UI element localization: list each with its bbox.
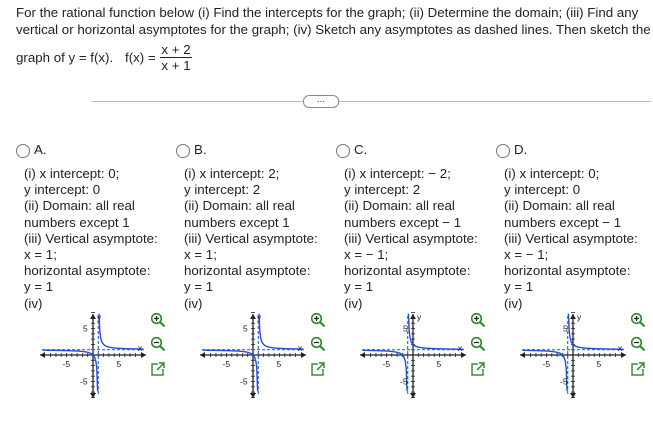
answer-line: horizontal asymptote:	[504, 263, 631, 279]
x-tick-label-pos: 5	[436, 359, 442, 369]
answer-line: y intercept: 2	[344, 182, 421, 198]
answer-line: (i) x intercept: 0;	[504, 166, 600, 181]
y-tick-label-pos: 5	[243, 323, 248, 334]
x-axis-arrow-left	[40, 352, 45, 358]
expand-icon[interactable]	[630, 361, 646, 377]
option-c-header[interactable]	[336, 142, 494, 160]
y-axis-label: y	[257, 312, 262, 322]
answer-line: (iv)	[184, 295, 203, 311]
fraction-numerator: x + 2	[161, 42, 191, 57]
answer-line: x = − 1;	[504, 247, 549, 263]
answer-line: (iii) Vertical asymptote:	[504, 230, 638, 246]
option-a[interactable]	[16, 142, 174, 387]
zoom-out-icon[interactable]	[470, 336, 486, 352]
zoom-in-icon[interactable]	[630, 312, 646, 328]
y-tick-label-neg: -5	[80, 376, 88, 387]
x-tick-label-neg: -5	[62, 359, 71, 369]
answer-line: numbers except 1	[184, 214, 290, 230]
answer-line: (i) x intercept: 2;	[184, 166, 280, 181]
zoom-in-icon[interactable]	[470, 312, 486, 328]
answer-line: horizontal asymptote:	[184, 263, 311, 279]
radio-button-a[interactable]	[16, 144, 30, 158]
option-letter: C.	[354, 142, 368, 157]
answer-line: (iv)	[24, 295, 43, 311]
answer-line: (ii) Domain: all real	[24, 198, 135, 214]
more-button[interactable]: ...	[303, 95, 339, 108]
x-tick-label-neg: -5	[222, 359, 231, 369]
answer-line: y = 1	[344, 279, 374, 295]
option-b-header[interactable]	[176, 142, 334, 160]
x-tick-label-neg: -5	[542, 359, 551, 369]
option-d-graph	[514, 312, 632, 402]
answer-line: numbers except 1	[24, 214, 130, 230]
x-tick-label-pos: 5	[276, 359, 282, 369]
section-divider	[92, 101, 651, 102]
y-tick-label-pos: 5	[563, 323, 568, 334]
option-a-graph	[34, 312, 152, 402]
question-line-3: graph of y = f(x).	[16, 50, 114, 65]
answer-line: y intercept: 2	[184, 182, 261, 198]
answer-line: (iii) Vertical asymptote:	[344, 230, 478, 246]
option-answer-text	[184, 166, 334, 312]
x-tick-label-neg: -5	[382, 359, 391, 369]
answer-line: numbers except − 1	[504, 214, 622, 230]
answer-line: y intercept: 0	[24, 182, 101, 198]
answer-line: x = 1;	[184, 247, 217, 263]
answer-line: x = − 1;	[344, 247, 389, 263]
x-axis-label: x	[298, 343, 303, 353]
x-tick-label-pos: 5	[116, 359, 122, 369]
option-answer-text	[344, 166, 494, 312]
option-c-graph	[354, 312, 472, 402]
y-axis-label: y	[577, 312, 582, 322]
option-letter: D.	[514, 142, 528, 157]
y-tick-label-pos: 5	[403, 323, 408, 334]
answer-line: (ii) Domain: all real	[344, 198, 455, 214]
answer-line: horizontal asymptote:	[344, 263, 471, 279]
x-tick-label-pos: 5	[596, 359, 602, 369]
answer-line: (iv)	[504, 295, 523, 311]
answer-line: (iii) Vertical asymptote:	[184, 230, 318, 246]
x-axis-label: x	[138, 343, 143, 353]
answer-line: y = 1	[184, 279, 214, 295]
zoom-out-icon[interactable]	[310, 336, 326, 352]
answer-line: (iii) Vertical asymptote:	[24, 230, 158, 246]
fraction-denominator: x + 1	[161, 58, 191, 73]
zoom-in-icon[interactable]	[310, 312, 326, 328]
curve-right-branch	[99, 314, 143, 349]
option-a-header[interactable]	[16, 142, 174, 160]
option-b-graph	[194, 312, 312, 402]
x-axis-label: x	[458, 343, 463, 353]
option-letter: A.	[34, 142, 47, 157]
option-letter: B.	[194, 142, 207, 157]
curve-right-branch	[259, 314, 303, 349]
answer-line: x = 1;	[24, 247, 57, 263]
expand-icon[interactable]	[150, 361, 166, 377]
answer-line: (ii) Domain: all real	[504, 198, 615, 214]
y-axis-label: y	[417, 312, 422, 322]
answer-line: (i) x intercept: 0;	[24, 166, 120, 181]
question-line-1: For the rational function below (i) Find the intercepts for the graph; (ii) Determine the domain; (iii) Find any	[16, 5, 639, 20]
x-axis-arrow-left	[200, 352, 205, 358]
y-tick-label-neg: -5	[240, 376, 248, 387]
zoom-out-icon[interactable]	[630, 336, 646, 352]
answer-line: numbers except − 1	[344, 214, 462, 230]
option-c[interactable]	[336, 142, 494, 387]
answer-line: (i) x intercept: − 2;	[344, 166, 451, 181]
y-tick-label-pos: 5	[83, 323, 88, 334]
question-line-2: vertical or horizontal asymptotes for the graph; (iv) Sketch any asymptotes as dashed lines. Then sketch the	[16, 22, 651, 37]
option-d[interactable]	[496, 142, 653, 387]
y-axis-label: y	[97, 312, 102, 322]
radio-button-b[interactable]	[176, 144, 190, 158]
y-tick-label-neg: -5	[560, 376, 568, 387]
question-text	[16, 4, 651, 38]
function-name: f(x) =	[125, 50, 156, 65]
answer-line: y = 1	[504, 279, 534, 295]
x-axis-label: x	[618, 343, 623, 353]
expand-icon[interactable]	[310, 361, 326, 377]
option-answer-text	[24, 166, 174, 312]
x-axis-arrow-left	[360, 352, 365, 358]
answer-line: horizontal asymptote:	[24, 263, 151, 279]
zoom-out-icon[interactable]	[150, 336, 166, 352]
x-axis-arrow-left	[520, 352, 525, 358]
radio-button-c[interactable]	[336, 144, 350, 158]
radio-button-d[interactable]	[496, 144, 510, 158]
answer-line: (ii) Domain: all real	[184, 198, 295, 214]
expand-icon[interactable]	[470, 361, 486, 377]
option-d-header[interactable]	[496, 142, 653, 160]
zoom-in-icon[interactable]	[150, 312, 166, 328]
option-answer-text	[504, 166, 653, 312]
answer-line: y = 1	[24, 279, 54, 295]
answer-line: (iv)	[344, 295, 363, 311]
y-tick-label-neg: -5	[400, 376, 408, 387]
option-b[interactable]	[176, 142, 334, 387]
function-fraction	[159, 42, 193, 73]
answer-line: y intercept: 0	[504, 182, 581, 198]
